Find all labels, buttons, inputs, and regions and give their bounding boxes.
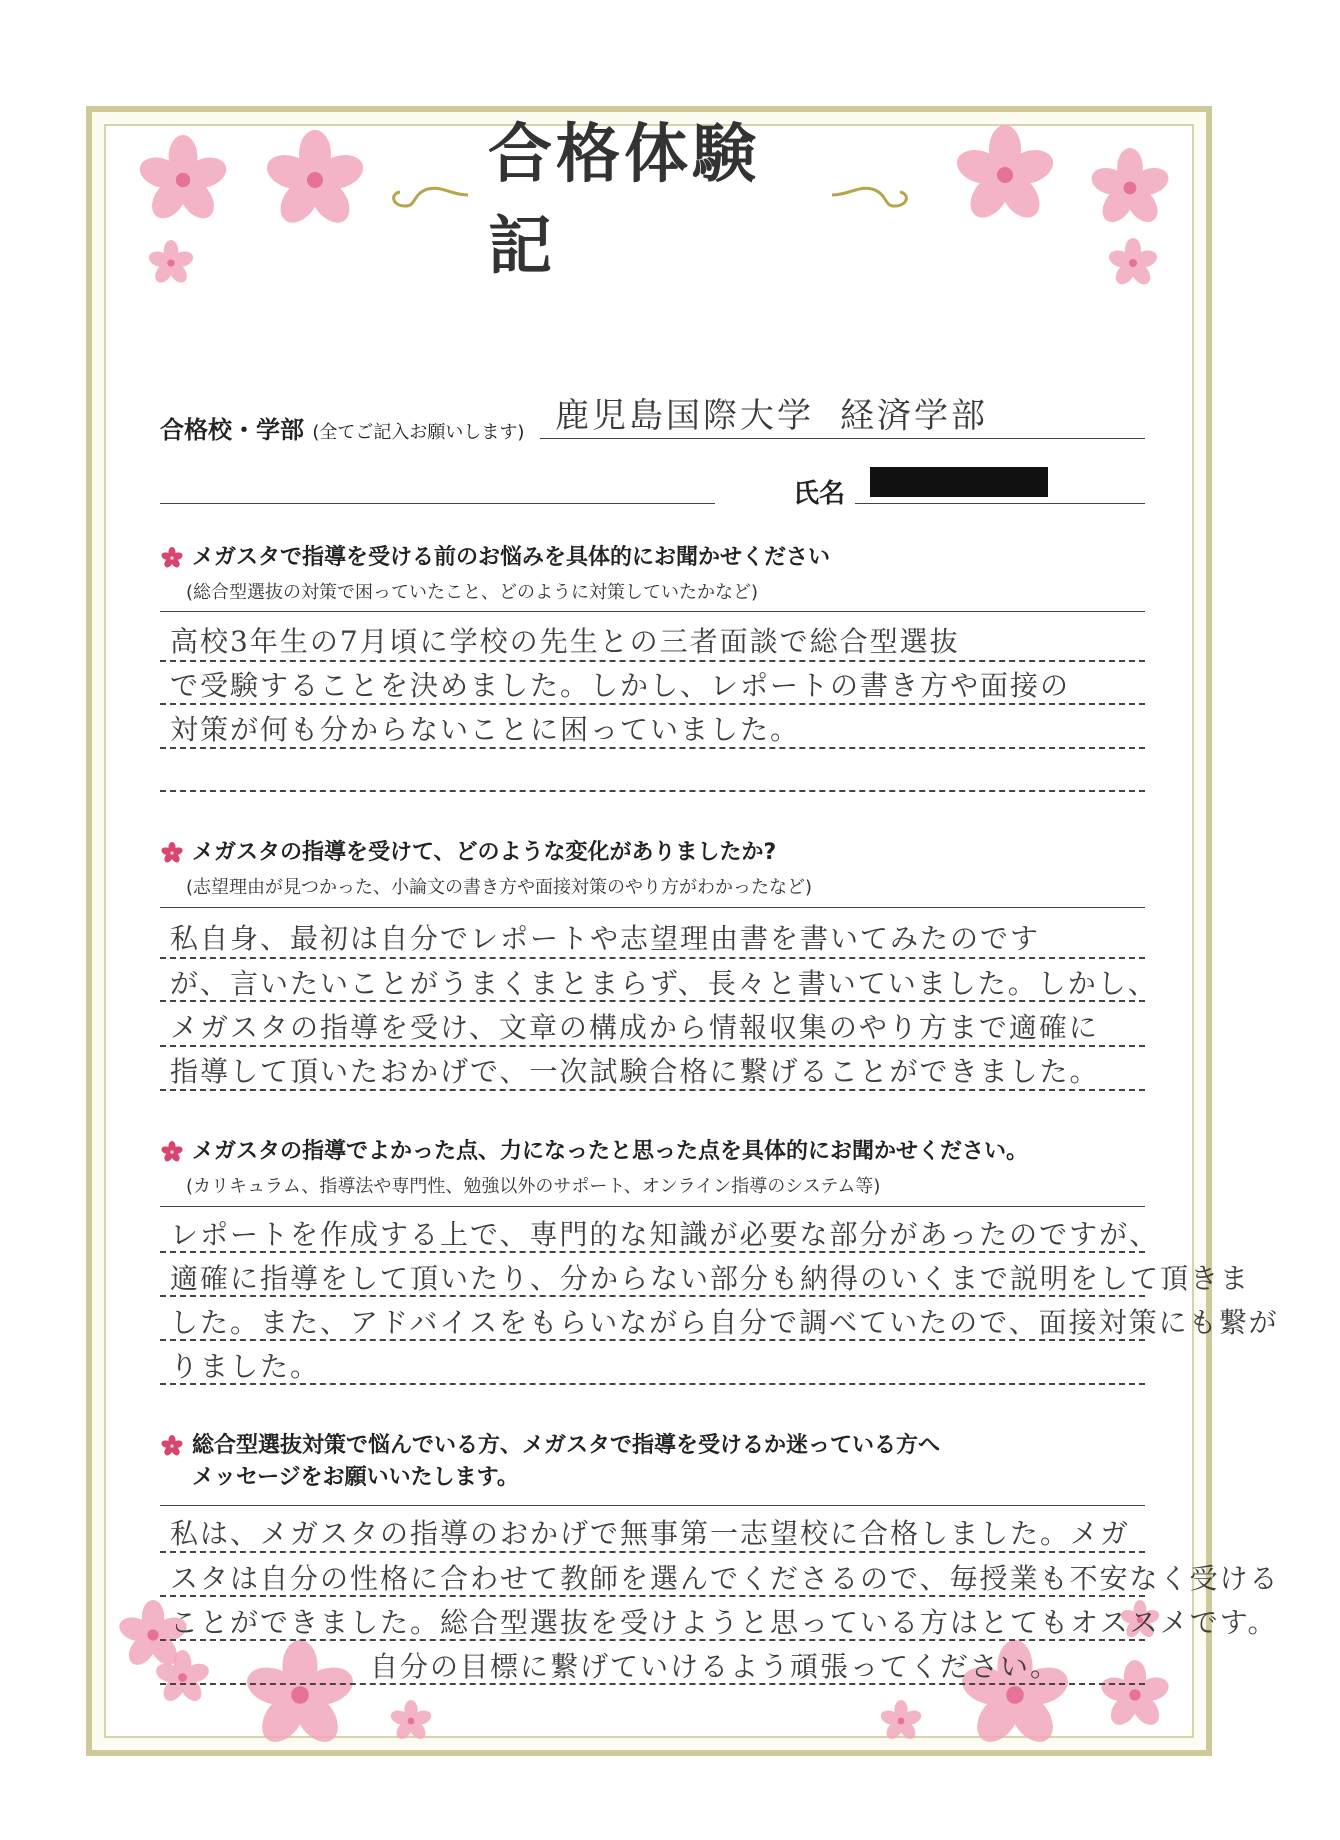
blossom-icon [1090,148,1170,228]
q1-heading [160,542,830,574]
q3-rule [160,1295,1145,1297]
q3-rule [160,1251,1145,1253]
flourish-right-icon [830,180,920,210]
school-note: (全てご記入お願いします) [312,422,525,443]
school-label-text: 合格校・学部 [160,416,304,444]
q2-rule [160,1045,1145,1047]
q2-rule [160,1089,1145,1091]
sakura-bullet-icon [160,1434,184,1458]
q2-line: 指導して頂いたおかげで、一次試験合格に繋げることができました。 [170,1055,1100,1088]
q2-rule [160,1000,1145,1002]
q1-rule [160,790,1145,792]
sakura-bullet-icon [160,1140,184,1164]
q1-rule [160,660,1145,662]
q3-rule [160,1383,1145,1385]
q1-rule [160,747,1145,749]
blossom-icon [245,1640,355,1750]
q4-heading-line2 [192,1462,519,1494]
q4-heading [160,1430,940,1462]
q3-line: した。また、アドバイスをもらいながら自分で調べていたので、面接対策にも繋が [170,1306,1279,1339]
faculty-value: 経済学部 [840,396,988,436]
school-label [160,410,524,445]
q3-line: レポートを作成する上で、専門的な知識が必要な部分があったのですが、 [170,1218,1160,1251]
flourish-left-icon [380,180,470,210]
q4-heading-text-2: メッセージをお願いいたします。 [192,1465,519,1490]
blossom-icon [390,1700,432,1742]
q4-rule [160,1595,1145,1597]
school-underline [540,438,1145,439]
q4-line: スタは自分の性格に合わせて教師を選んでくださるので、毎授業も不安なく受ける [170,1562,1280,1595]
q1-line: 対策が何も分からないことに困っていました。 [170,713,801,746]
q1-line: 高校3年生の7月頃に学校の先生との三者面談で総合型選抜 [170,625,960,658]
q2-line: 私自身、最初は自分でレポートや志望理由書を書いてみたのです [170,922,1041,955]
q2-top-rule [160,907,1145,908]
q2-subheading: (志望理由が見つかった、小論文の書き方や面接対策のやり方がわかったなど) [186,877,813,898]
blossom-icon [955,125,1055,225]
name-underline [855,503,1145,504]
sakura-bullet-icon [160,546,184,570]
q1-rule [160,703,1145,705]
q4-line: 私は、メガスタの指導のおかげで無事第一志望校に合格しました。メガ [170,1517,1131,1550]
q1-line: で受験することを決めました。しかし、レポートの書き方や面接の [170,669,1071,702]
q4-top-rule [160,1505,1145,1506]
q1-subheading: (総合型選抜の対策で困っていたこと、どのように対策していたかなど) [186,582,759,603]
blossom-icon [880,1700,922,1742]
q3-heading [160,1136,1028,1168]
title-area [380,117,920,284]
q2-line: メガスタの指導を受け、文章の構成から情報収集のやり方まで適確に [170,1011,1099,1044]
blossom-icon [1108,238,1158,288]
q3-line: りました。 [170,1350,321,1383]
q3-subheading: (カリキュラム、指導法や専門性、勉強以外のサポート、オンライン指導のシステム等) [186,1176,881,1197]
q4-line: 自分の目標に繋げていけるよう頑張ってください。 [370,1650,1061,1683]
blossom-icon [155,1650,210,1705]
q2-line: が、言いたいことがうまくまとまらず、長々と書いていました。しかし、 [170,967,1158,1000]
q2-heading-text: メガスタの指導を受けて、どのような変化がありましたか? [192,840,777,865]
q3-top-rule [160,1206,1145,1207]
blossom-icon [138,135,228,225]
blossom-icon [265,130,365,230]
q3-rule [160,1339,1145,1341]
q4-rule [160,1639,1145,1641]
blossom-icon [148,240,194,286]
q3-line: 適確に指導をして頂いたり、分からない部分も納得のいくまで説明をして頂きま [170,1262,1251,1295]
q2-rule [160,957,1145,959]
blank-underline [160,503,715,504]
q3-heading-text: メガスタの指導でよかった点、力になったと思った点を具体的にお聞かせください。 [192,1139,1029,1164]
q4-rule [160,1683,1145,1685]
school-value: 鹿児島国際大学 [555,396,814,436]
q1-top-rule [160,611,1145,612]
page-title: 合格体験記 [488,117,760,284]
q2-heading [160,837,776,869]
sakura-bullet-icon [160,841,184,865]
q1-heading-text: メガスタで指導を受ける前のお悩みを具体的にお聞かせください [192,545,831,570]
q4-rule [160,1551,1145,1553]
q4-line: ことができました。総合型選抜を受けようと思っている方はとてもオススメです。 [170,1606,1278,1639]
q4-heading-text: 総合型選抜対策で悩んでいる方、メガスタで指導を受けるか迷っている方へ [192,1433,941,1458]
name-redaction [870,467,1048,497]
name-label: 氏名 [793,479,846,509]
